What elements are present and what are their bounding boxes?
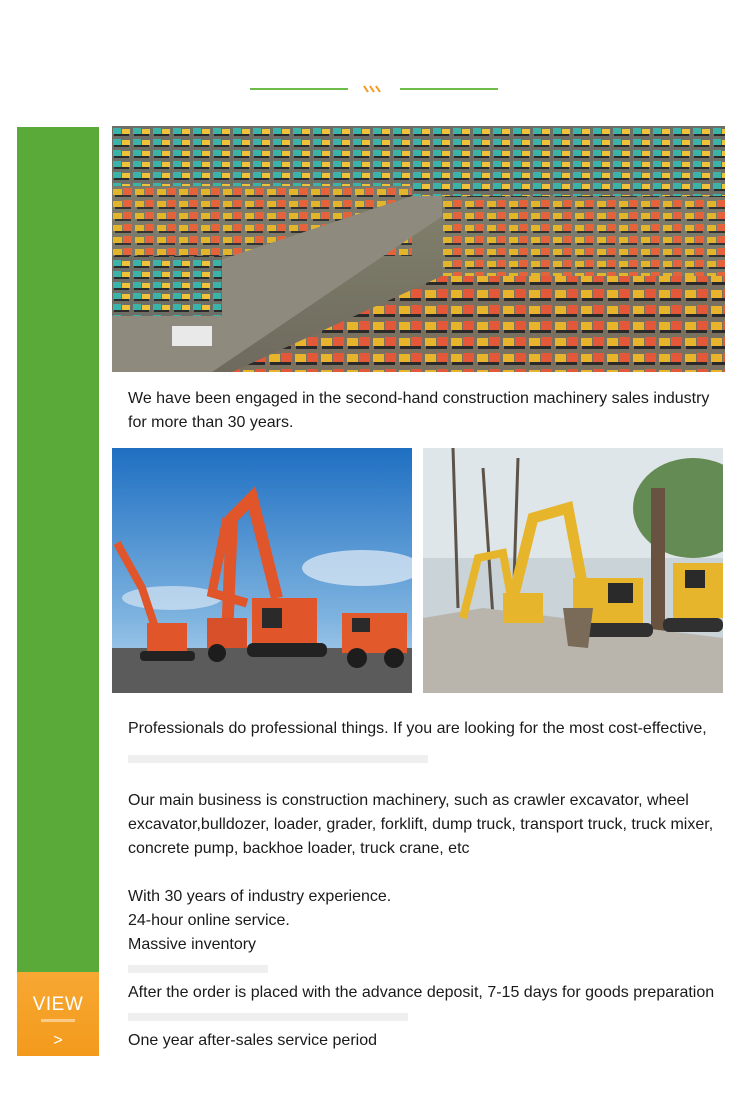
divider-line-left bbox=[250, 88, 348, 90]
after-sales-paragraph: One year after-sales service period bbox=[128, 1032, 377, 1049]
faded-text-line bbox=[128, 1013, 408, 1021]
advantage-item: 24-hour online service. bbox=[128, 912, 290, 929]
view-button[interactable] bbox=[17, 972, 99, 1056]
faded-text-line bbox=[128, 965, 268, 973]
machinery-yard-photo bbox=[112, 126, 725, 372]
green-side-bar bbox=[17, 127, 99, 972]
advantages-list bbox=[128, 885, 728, 957]
intro-paragraph: We have been engaged in the second-hand construction machinery sales industry for more than 30 years. bbox=[128, 390, 710, 431]
faded-text-line bbox=[128, 755, 428, 763]
advantage-item: Massive inventory bbox=[128, 936, 257, 953]
professionals-paragraph: Professionals do professional things. If you are looking for the most cost-effective, bbox=[128, 720, 707, 737]
divider-line-right bbox=[400, 88, 498, 90]
section-divider bbox=[0, 80, 750, 100]
business-paragraph: Our main business is construction machinery, such as crawler excavator, wheel excavator,bulldozer, loader, grader, forklift, dump truck, transport truck, truck mixer, concrete pump, backhoe loader, truck crane, etc bbox=[128, 792, 714, 857]
advantage-item: With 30 years of industry experience. bbox=[128, 888, 392, 905]
yellow-excavators-photo bbox=[423, 448, 723, 693]
view-button-label: VIEW bbox=[32, 994, 84, 1015]
orange-excavators-photo bbox=[112, 448, 412, 693]
order-paragraph: After the order is placed with the advance deposit, 7-15 days for goods preparation bbox=[128, 984, 715, 1001]
arrow-right-icon: > bbox=[53, 1032, 63, 1049]
chevron-zigzag-icon bbox=[362, 80, 386, 96]
view-button-underline bbox=[17, 1016, 99, 1026]
